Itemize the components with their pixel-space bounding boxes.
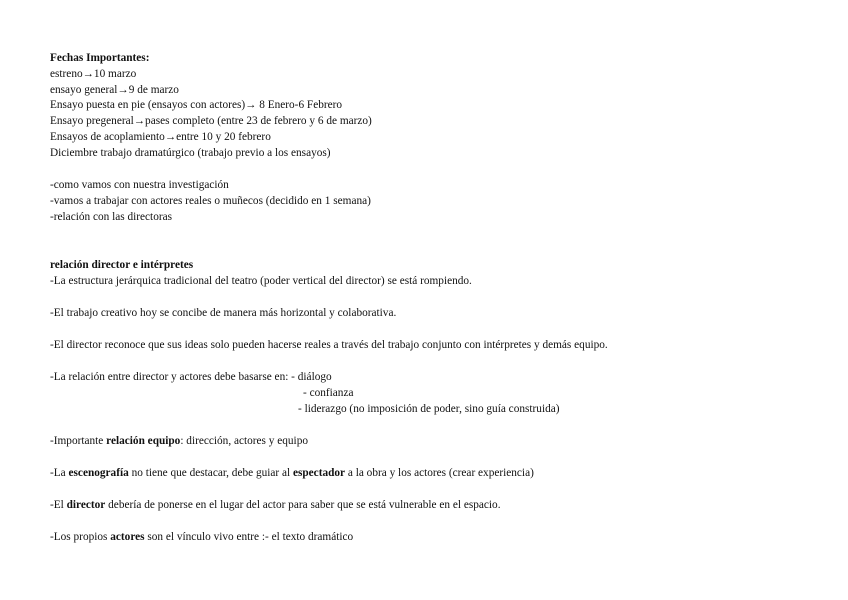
note-sub-item: - liderazgo (no imposición de poder, sino guía construida) — [298, 403, 560, 415]
date-line: Ensayo puesta en pie (ensayos con actores)→ 8 Enero-6 Febrero — [50, 99, 343, 111]
note-paragraph: -El director debería de ponerse en el lugar del actor para saber que se está vulnerable en el espacio. — [50, 499, 501, 511]
note-sub-item: - confianza — [303, 387, 354, 399]
note-paragraph: -La relación entre director y actores debe basarse en: - diálogo — [50, 371, 332, 383]
dates-heading: Fechas Importantes: — [50, 52, 150, 64]
note-paragraph: -El director reconoce que sus ideas solo pueden hacerse reales a través del trabajo conjunto con intérpretes y demás equipo. — [50, 339, 608, 351]
question-line: -relación con las directoras — [50, 211, 173, 223]
note-paragraph: -La escenografía no tiene que destacar, debe guiar al espectador a la obra y los actores (crear experiencia) — [50, 467, 534, 479]
question-line: -vamos a trabajar con actores reales o muñecos (decidido en 1 semana) — [50, 195, 371, 207]
question-line: -como vamos con nuestra investigación — [50, 179, 229, 191]
date-line: Ensayo pregeneral→pases completo (entre 23 de febrero y 6 de marzo) — [50, 115, 372, 127]
relation-heading: relación director e intérpretes — [50, 259, 194, 271]
note-paragraph: -El trabajo creativo hoy se concibe de manera más horizontal y colaborativa. — [50, 307, 397, 319]
date-line: Diciembre trabajo dramatúrgico (trabajo previo a los ensayos) — [50, 147, 331, 159]
note-paragraph: -Los propios actores son el vínculo vivo entre :- el texto dramático — [50, 531, 354, 543]
note-paragraph: -Importante relación equipo: dirección, actores y equipo — [50, 435, 308, 447]
date-line: ensayo general→9 de marzo — [50, 84, 179, 96]
date-line: estreno→10 marzo — [50, 68, 137, 80]
note-paragraph: -La estructura jerárquica tradicional del teatro (poder vertical del director) se está rompiendo. — [50, 275, 472, 287]
date-line: Ensayos de acoplamiento→entre 10 y 20 febrero — [50, 131, 271, 143]
